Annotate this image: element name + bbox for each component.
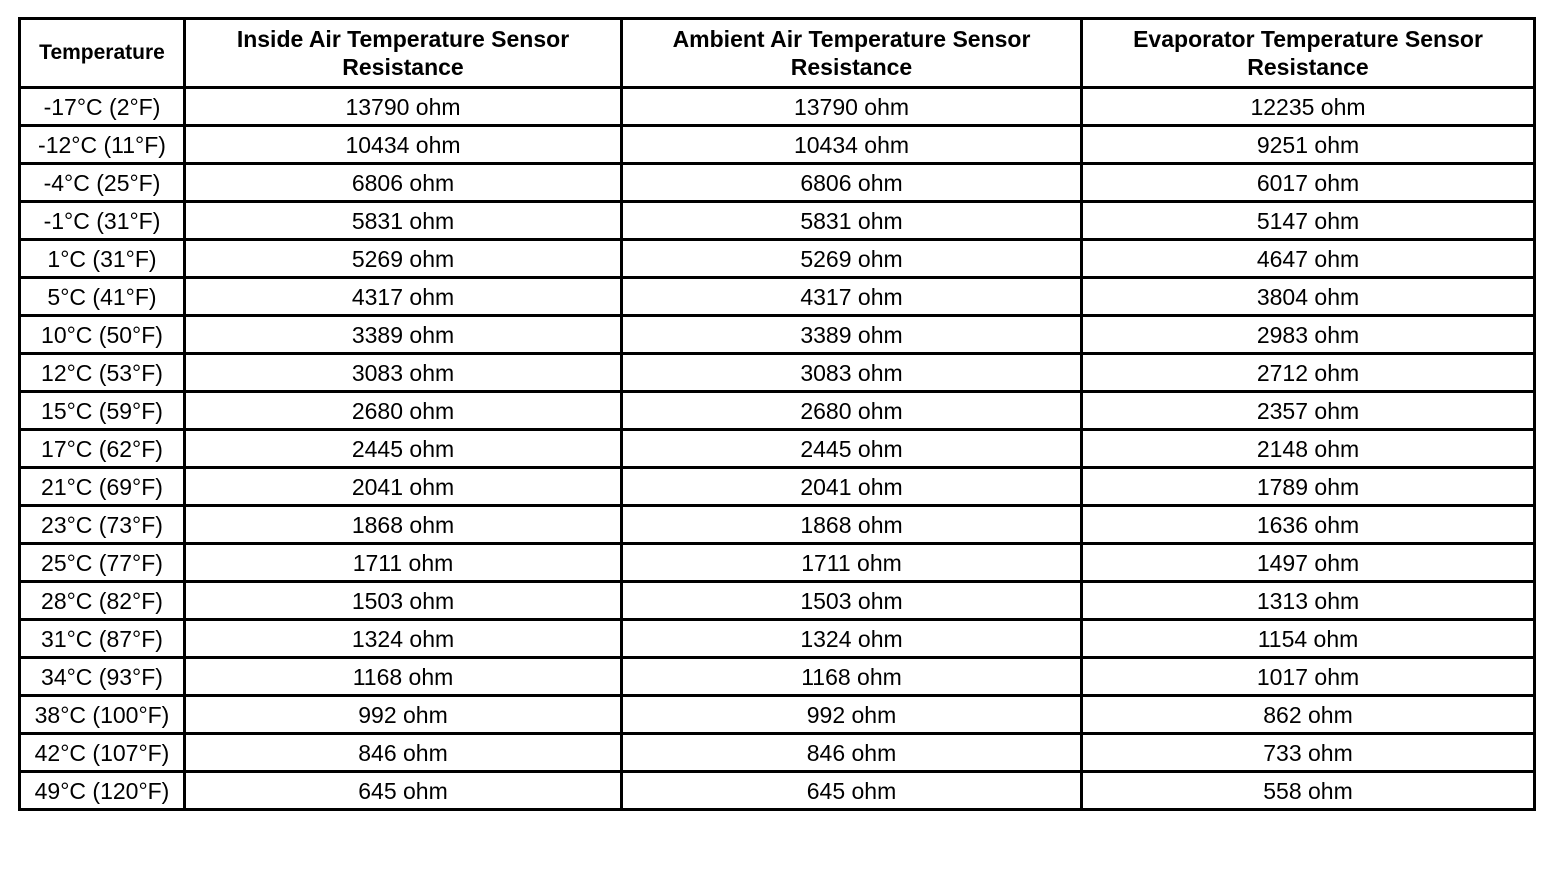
table-row xyxy=(20,126,1535,164)
table-row xyxy=(20,392,1535,430)
header-temperature xyxy=(20,19,185,88)
cell-inside-air: 5269 ohm xyxy=(185,240,622,278)
cell-evaporator: 558 ohm xyxy=(1082,772,1535,810)
cell-temperature: 28°C (82°F) xyxy=(20,582,185,620)
header-evaporator-line1: Evaporator Temperature Sensor xyxy=(1133,26,1483,52)
cell-ambient-air: 1503 ohm xyxy=(622,582,1082,620)
cell-ambient-air: 2445 ohm xyxy=(622,430,1082,468)
cell-evaporator: 862 ohm xyxy=(1082,696,1535,734)
cell-temperature: 34°C (93°F) xyxy=(20,658,185,696)
cell-evaporator: 6017 ohm xyxy=(1082,164,1535,202)
cell-evaporator: 1154 ohm xyxy=(1082,620,1535,658)
table-row xyxy=(20,430,1535,468)
cell-ambient-air: 5831 ohm xyxy=(622,202,1082,240)
cell-ambient-air: 846 ohm xyxy=(622,734,1082,772)
cell-temperature: 1°C (31°F) xyxy=(20,240,185,278)
cell-temperature: 31°C (87°F) xyxy=(20,620,185,658)
cell-temperature: 42°C (107°F) xyxy=(20,734,185,772)
cell-temperature: 5°C (41°F) xyxy=(20,278,185,316)
header-inside-air xyxy=(185,19,622,88)
cell-inside-air: 6806 ohm xyxy=(185,164,622,202)
cell-inside-air: 1711 ohm xyxy=(185,544,622,582)
cell-inside-air: 1168 ohm xyxy=(185,658,622,696)
cell-inside-air: 13790 ohm xyxy=(185,88,622,126)
cell-ambient-air: 2680 ohm xyxy=(622,392,1082,430)
cell-evaporator: 1789 ohm xyxy=(1082,468,1535,506)
cell-temperature: 17°C (62°F) xyxy=(20,430,185,468)
cell-temperature: -17°C (2°F) xyxy=(20,88,185,126)
header-evaporator-line2: Resistance xyxy=(1247,54,1369,80)
cell-ambient-air: 6806 ohm xyxy=(622,164,1082,202)
cell-inside-air: 5831 ohm xyxy=(185,202,622,240)
cell-inside-air: 4317 ohm xyxy=(185,278,622,316)
cell-inside-air: 1503 ohm xyxy=(185,582,622,620)
cell-evaporator: 1313 ohm xyxy=(1082,582,1535,620)
cell-ambient-air: 3083 ohm xyxy=(622,354,1082,392)
cell-temperature: 21°C (69°F) xyxy=(20,468,185,506)
cell-inside-air: 3389 ohm xyxy=(185,316,622,354)
sensor-resistance-table xyxy=(18,17,1536,811)
table-row xyxy=(20,506,1535,544)
cell-ambient-air: 1324 ohm xyxy=(622,620,1082,658)
header-ambient-air-line2: Resistance xyxy=(790,54,913,80)
header-inside-air-line2: Resistance xyxy=(342,54,464,80)
header-inside-air-line1: Inside Air Temperature Sensor xyxy=(236,26,570,52)
cell-evaporator: 5147 ohm xyxy=(1082,202,1535,240)
cell-temperature: 38°C (100°F) xyxy=(20,696,185,734)
cell-evaporator: 733 ohm xyxy=(1082,734,1535,772)
cell-ambient-air: 1168 ohm xyxy=(622,658,1082,696)
cell-ambient-air: 992 ohm xyxy=(622,696,1082,734)
table-row xyxy=(20,582,1535,620)
table-row xyxy=(20,734,1535,772)
cell-evaporator: 2357 ohm xyxy=(1082,392,1535,430)
cell-evaporator: 2148 ohm xyxy=(1082,430,1535,468)
table-row xyxy=(20,354,1535,392)
cell-ambient-air: 5269 ohm xyxy=(622,240,1082,278)
cell-ambient-air: 3389 ohm xyxy=(622,316,1082,354)
cell-evaporator: 4647 ohm xyxy=(1082,240,1535,278)
table-row xyxy=(20,544,1535,582)
cell-inside-air: 992 ohm xyxy=(185,696,622,734)
cell-evaporator: 9251 ohm xyxy=(1082,126,1535,164)
cell-ambient-air: 2041 ohm xyxy=(622,468,1082,506)
cell-temperature: 12°C (53°F) xyxy=(20,354,185,392)
cell-inside-air: 2680 ohm xyxy=(185,392,622,430)
table-row xyxy=(20,658,1535,696)
table-row xyxy=(20,164,1535,202)
cell-ambient-air: 13790 ohm xyxy=(622,88,1082,126)
header-ambient-air-line1: Ambient Air Temperature Sensor xyxy=(672,26,1031,52)
table-row xyxy=(20,240,1535,278)
cell-evaporator: 1636 ohm xyxy=(1082,506,1535,544)
cell-inside-air: 10434 ohm xyxy=(185,126,622,164)
cell-ambient-air: 645 ohm xyxy=(622,772,1082,810)
cell-ambient-air: 1711 ohm xyxy=(622,544,1082,582)
cell-temperature: 25°C (77°F) xyxy=(20,544,185,582)
cell-evaporator: 1497 ohm xyxy=(1082,544,1535,582)
cell-temperature: -12°C (11°F) xyxy=(20,126,185,164)
header-row xyxy=(20,19,1535,88)
cell-evaporator: 3804 ohm xyxy=(1082,278,1535,316)
table-row xyxy=(20,772,1535,810)
table-row xyxy=(20,88,1535,126)
cell-evaporator: 2983 ohm xyxy=(1082,316,1535,354)
table-row xyxy=(20,468,1535,506)
table-header xyxy=(20,19,1535,88)
table-row xyxy=(20,278,1535,316)
cell-inside-air: 1868 ohm xyxy=(185,506,622,544)
header-temperature-label: Temperature xyxy=(39,41,165,64)
cell-temperature: 49°C (120°F) xyxy=(20,772,185,810)
cell-evaporator: 1017 ohm xyxy=(1082,658,1535,696)
cell-inside-air: 2445 ohm xyxy=(185,430,622,468)
cell-inside-air: 645 ohm xyxy=(185,772,622,810)
cell-temperature: 15°C (59°F) xyxy=(20,392,185,430)
cell-inside-air: 3083 ohm xyxy=(185,354,622,392)
cell-temperature: 10°C (50°F) xyxy=(20,316,185,354)
cell-ambient-air: 10434 ohm xyxy=(622,126,1082,164)
cell-ambient-air: 1868 ohm xyxy=(622,506,1082,544)
cell-temperature: -1°C (31°F) xyxy=(20,202,185,240)
cell-evaporator: 12235 ohm xyxy=(1082,88,1535,126)
cell-inside-air: 846 ohm xyxy=(185,734,622,772)
table-row xyxy=(20,696,1535,734)
table-row xyxy=(20,202,1535,240)
cell-temperature: -4°C (25°F) xyxy=(20,164,185,202)
header-ambient-air xyxy=(622,19,1082,88)
cell-inside-air: 2041 ohm xyxy=(185,468,622,506)
table-body xyxy=(20,88,1535,810)
table-row xyxy=(20,620,1535,658)
cell-inside-air: 1324 ohm xyxy=(185,620,622,658)
table-row xyxy=(20,316,1535,354)
cell-evaporator: 2712 ohm xyxy=(1082,354,1535,392)
cell-ambient-air: 4317 ohm xyxy=(622,278,1082,316)
header-evaporator xyxy=(1082,19,1535,88)
cell-temperature: 23°C (73°F) xyxy=(20,506,185,544)
